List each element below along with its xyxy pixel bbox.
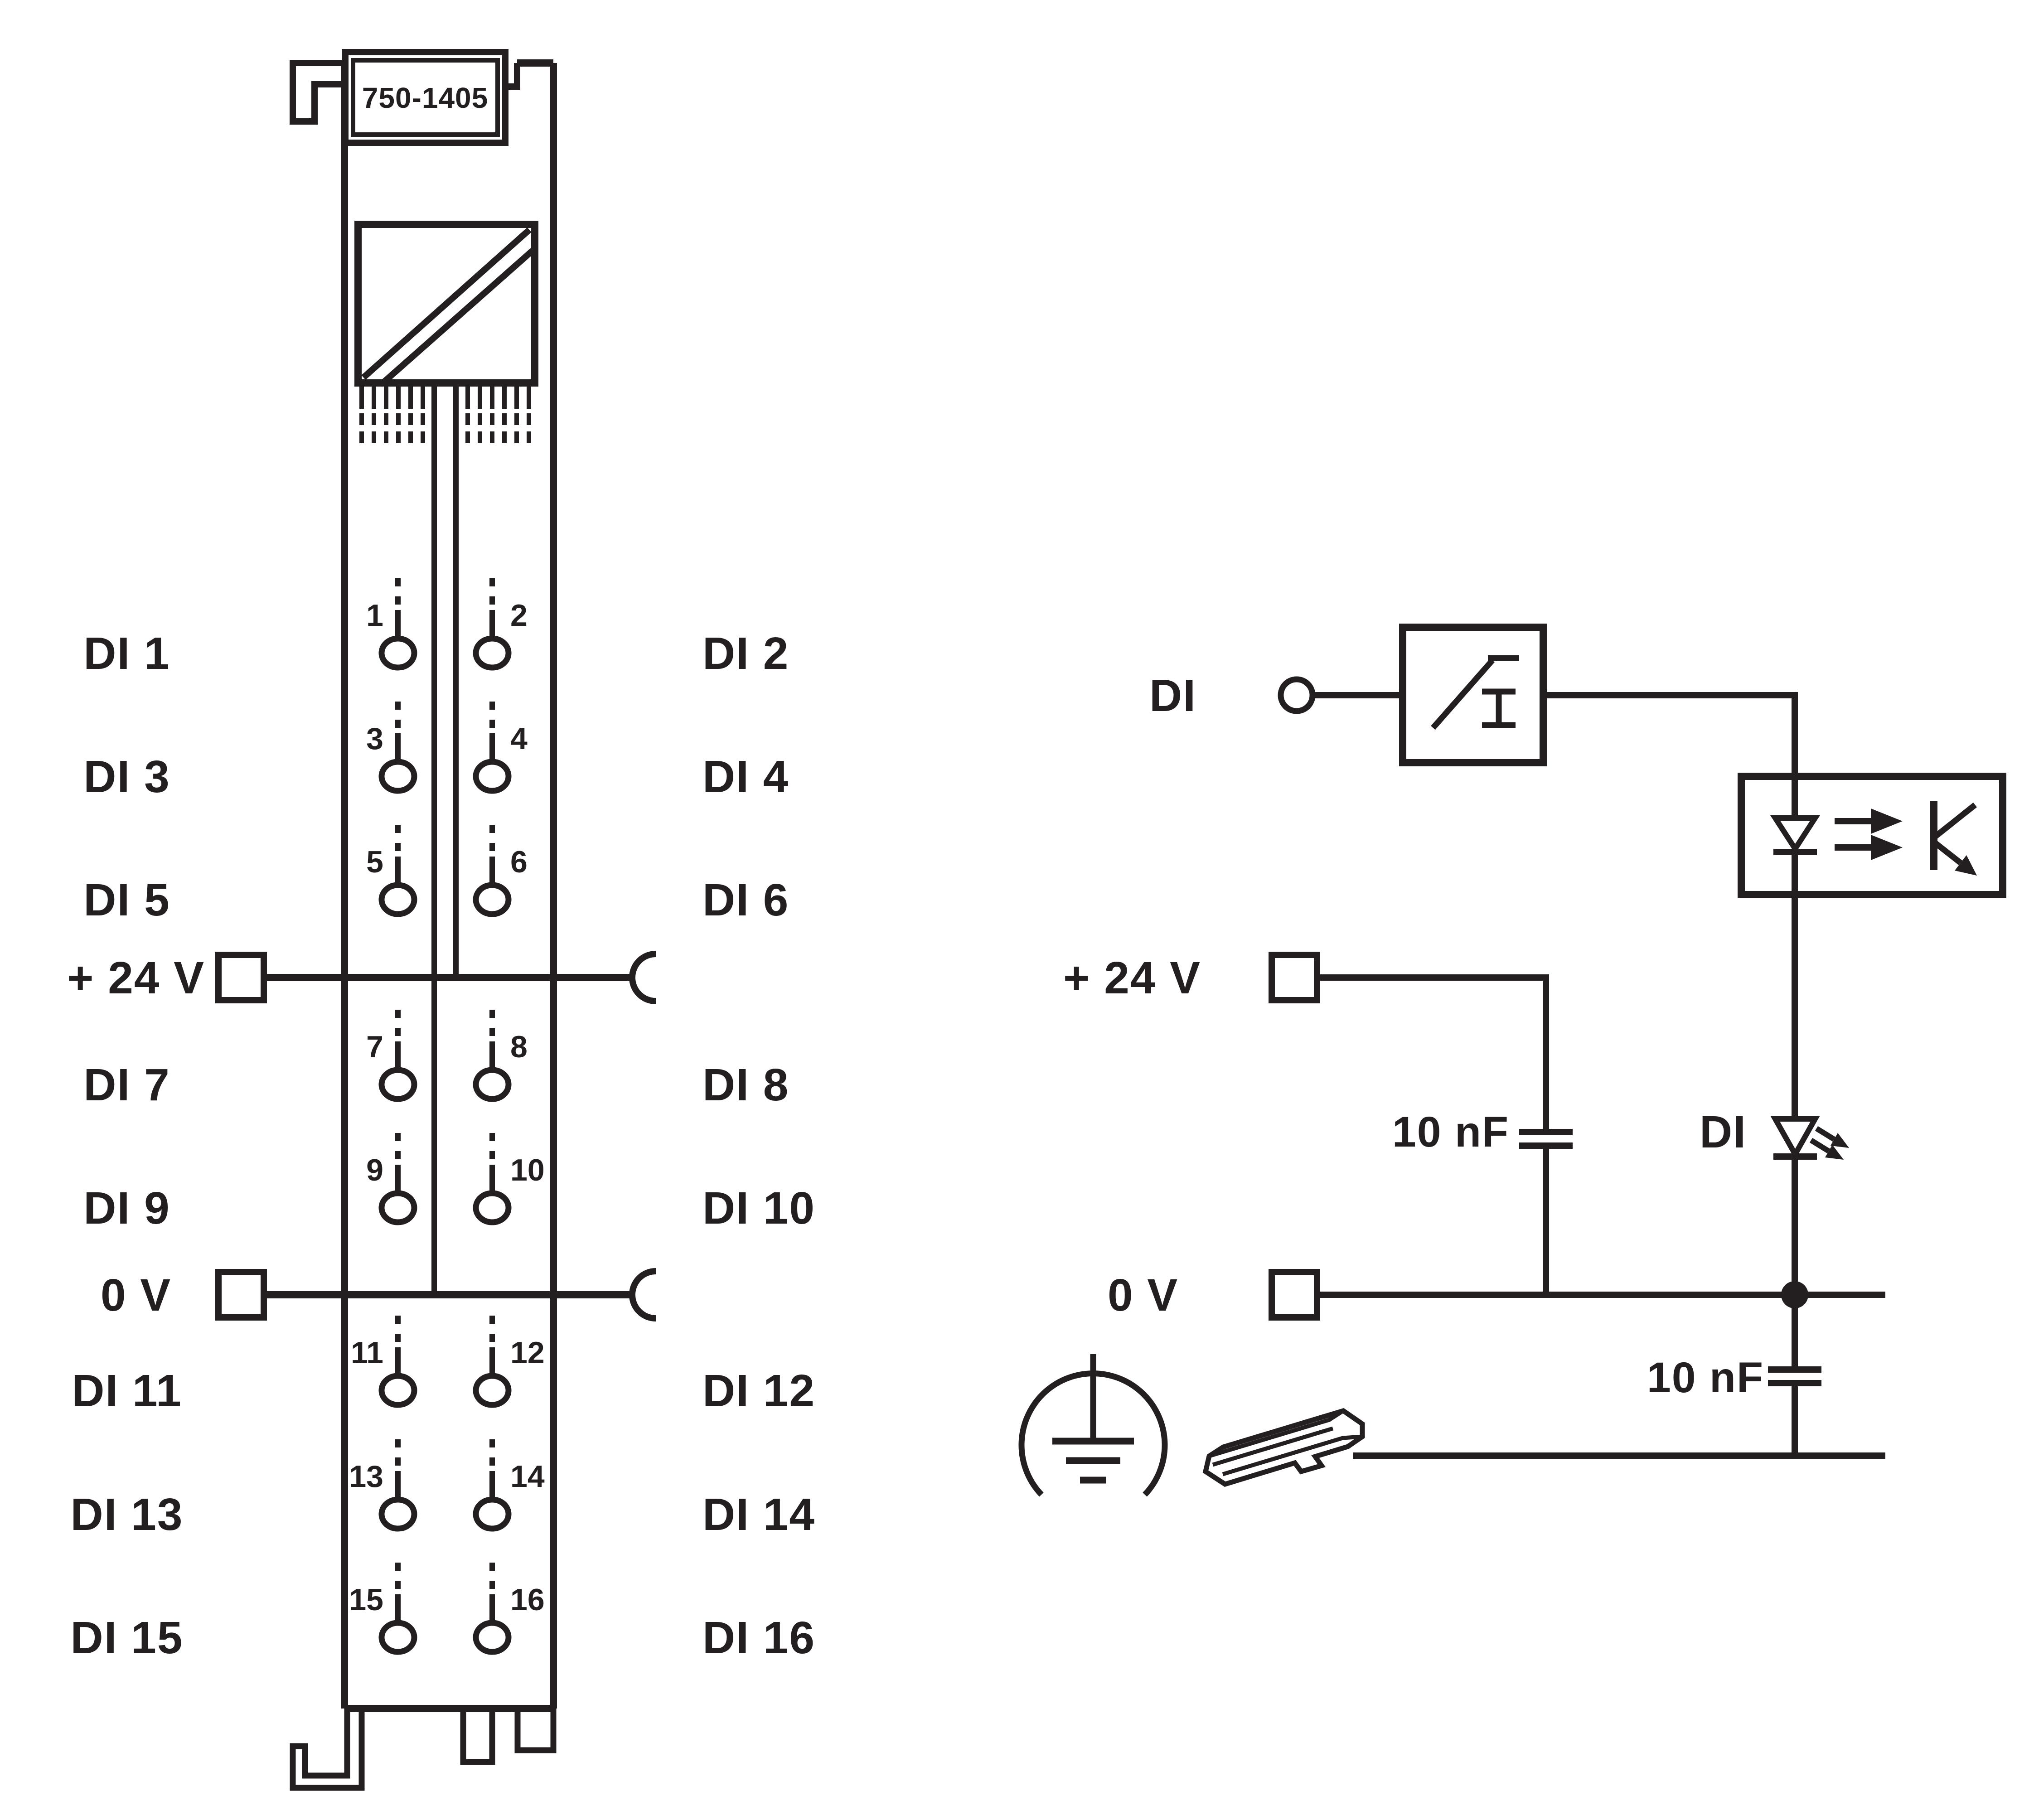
supply-label: + 24 V: [67, 953, 205, 1003]
terminal-number: 11: [351, 1336, 383, 1370]
supply-label: + 24 V: [1063, 953, 1201, 1003]
channel-label-left: DI 1: [83, 628, 170, 679]
terminal-contact: [382, 1193, 414, 1222]
part-number: 750-1405: [362, 82, 489, 114]
zero-volt-label: 0 V: [100, 1270, 172, 1321]
channel-label-left: DI 13: [70, 1489, 184, 1540]
input-contact-circle: [1281, 679, 1312, 711]
phototransistor: [1934, 801, 1977, 876]
earth-capacitor: [1353, 1354, 1885, 1456]
terminal-contact: [382, 1500, 414, 1529]
channel-label-left: DI 15: [70, 1612, 184, 1663]
terminal-contact: [476, 1070, 508, 1099]
din-rail-foot-icon: [293, 1709, 553, 1788]
channel-label-left: DI 3: [83, 751, 170, 802]
channel-label-right: DI 2: [702, 628, 789, 679]
terminal-row: [83, 1133, 815, 1234]
light-arrows: [1835, 808, 1903, 860]
channel-label-left: DI 9: [83, 1183, 170, 1234]
internal-bus-lines: [434, 383, 456, 1295]
terminal-contact: [382, 1376, 414, 1405]
channel-label-left: DI 5: [83, 875, 170, 925]
terminal-contact: [476, 1193, 508, 1222]
terminal-contact: [476, 1500, 508, 1529]
terminal-contact: [476, 885, 508, 914]
terminal-contact: [382, 639, 414, 668]
channel-label-right: DI 14: [702, 1489, 816, 1540]
terminal-row: [70, 1439, 815, 1540]
capacitor-value: 10 nF: [1647, 1354, 1764, 1402]
terminal-number: 16: [510, 1583, 545, 1617]
terminal-number: 12: [510, 1336, 545, 1370]
opto-led: [1773, 818, 1817, 852]
power-jumper-contact-icon: [632, 954, 656, 1001]
terminal-contact: [382, 762, 414, 791]
supply-terminal-square: [1272, 955, 1317, 1000]
channel-label-right: DI 12: [702, 1365, 816, 1416]
optocoupler-icon: [1741, 776, 2003, 895]
terminal-number: 1: [366, 598, 383, 633]
terminal-number: 4: [510, 721, 528, 756]
zero-volt-terminal-square: [218, 1272, 264, 1317]
terminal-number: 8: [510, 1030, 528, 1064]
channel-label-left: DI 7: [83, 1060, 170, 1110]
channel-schematic: [1022, 627, 2003, 1495]
channel-label-left: DI 11: [72, 1365, 182, 1416]
terminal-row: [72, 1316, 815, 1416]
mounting-hook-icon: [293, 63, 344, 121]
channel-label-right: DI 6: [702, 875, 789, 925]
terminal-row: [70, 1563, 815, 1663]
din-rail-icon: [1206, 1411, 1362, 1484]
channel-label-right: DI 4: [702, 751, 789, 802]
supply-terminal-square: [218, 955, 264, 1000]
earth-ground-icon: [1022, 1354, 1165, 1495]
terminal-number: 3: [366, 721, 383, 756]
terminal-number: 2: [510, 598, 528, 633]
capacitor-value: 10 nF: [1392, 1108, 1509, 1156]
supply-branch: [1063, 953, 1573, 1295]
terminal-number: 15: [349, 1583, 383, 1617]
terminal-contact: [476, 1623, 508, 1652]
input-label: DI: [1149, 670, 1196, 721]
part-number-plate: [345, 52, 505, 143]
terminal-number: 5: [366, 845, 383, 879]
channel-label-right: DI 16: [702, 1612, 816, 1663]
terminal-contact: [476, 1376, 508, 1405]
terminal-number: 10: [510, 1153, 545, 1187]
terminal-number: 6: [510, 845, 528, 879]
terminal-contact: [382, 1070, 414, 1099]
terminal-contact: [382, 885, 414, 914]
debounce-filter-icon: [1403, 627, 1543, 763]
terminal-number: 14: [510, 1459, 545, 1494]
status-led-icon: [1700, 1107, 1849, 1160]
zero-volt-label: 0 V: [1107, 1270, 1179, 1321]
supply-feed-row: [67, 953, 656, 1003]
zero-volt-branch: [1108, 1270, 1885, 1321]
zero-volt-terminal-square: [1272, 1272, 1317, 1317]
terminal-number: 13: [349, 1459, 383, 1494]
channel-label-right: DI 8: [702, 1060, 789, 1110]
terminal-contact: [382, 1623, 414, 1652]
channel-label-right: DI 10: [702, 1183, 816, 1234]
power-jumper-contact-icon: [632, 1271, 656, 1318]
terminal-number: 7: [366, 1030, 383, 1064]
terminal-contact: [476, 639, 508, 668]
terminal-number: 9: [366, 1153, 383, 1187]
status-led-label: DI: [1700, 1107, 1747, 1157]
junction-dot: [1781, 1281, 1808, 1308]
capacitor-icon: [1768, 1370, 1821, 1383]
capacitor-icon: [1519, 1132, 1573, 1146]
terminal-contact: [476, 762, 508, 791]
io-module-diagram: [67, 52, 815, 1788]
isolation-converter-icon: [358, 224, 535, 383]
converter-pins: [362, 383, 529, 443]
zero-volt-feed-row: [101, 1270, 656, 1321]
